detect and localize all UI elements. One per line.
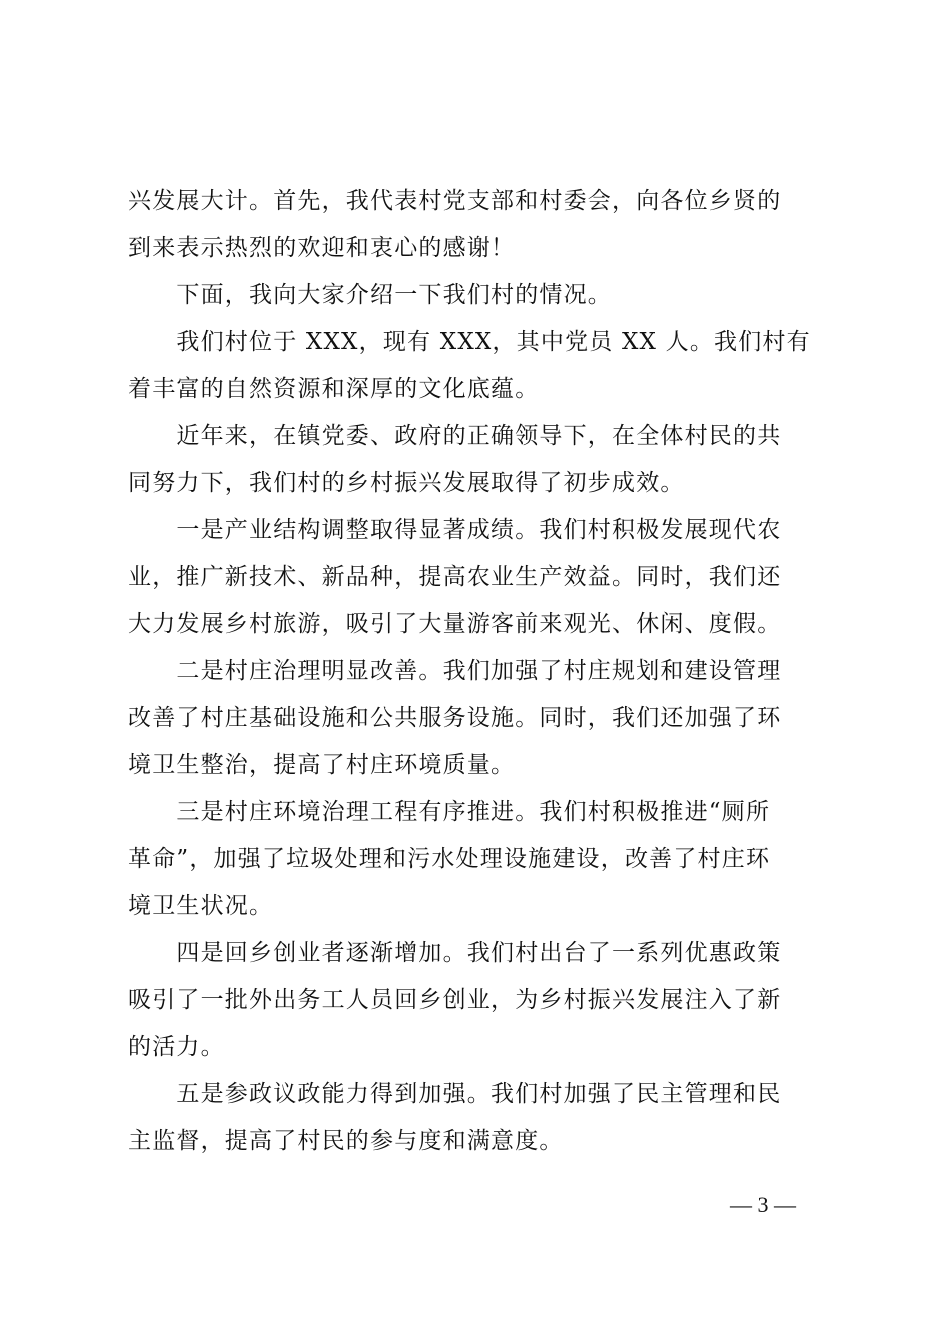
text-line: 境卫生整治，提高了村庄环境质量。 xyxy=(128,752,516,778)
text-line: 着丰富的自然资源和深厚的文化底蕴。 xyxy=(128,376,540,402)
text-line: 二是村庄治理明显改善。我们加强了村庄规划和建设管理 xyxy=(128,658,782,684)
text-line: 改善了村庄基础设施和公共服务设施。同时，我们还加强了环 xyxy=(128,705,782,731)
text-line: 境卫生状况。 xyxy=(128,893,274,919)
text-line: 到来表示热烈的欢迎和衷心的感谢！ xyxy=(128,235,516,261)
text-line: 大力发展乡村旅游，吸引了大量游客前来观光、休闲、度假。 xyxy=(128,611,782,637)
text-line: 吸引了一批外出务工人员回乡创业，为乡村振兴发展注入了新 xyxy=(128,987,782,1013)
text-line: 下面，我向大家介绍一下我们村的情况。 xyxy=(128,282,612,308)
text-line: 一是产业结构调整取得显著成绩。我们村积极发展现代农 xyxy=(128,517,782,543)
text-line: 四是回乡创业者逐渐增加。我们村出台了一系列优惠政策 xyxy=(128,940,782,966)
page-number: — 3 — xyxy=(730,1192,796,1217)
text-line: 主监督，提高了村民的参与度和满意度。 xyxy=(128,1128,564,1154)
text-line: 近年来，在镇党委、政府的正确领导下，在全体村民的共 xyxy=(128,423,782,449)
text-line: 业，推广新技术、新品种，提高农业生产效益。同时，我们还 xyxy=(128,564,782,590)
text-line: 的活力。 xyxy=(128,1034,225,1060)
text-line: 我们村位于 XXX，现有 XXX，其中党员 XX 人。我们村有 xyxy=(128,329,811,355)
text-line: 同努力下，我们村的乡村振兴发展取得了初步成效。 xyxy=(128,470,685,496)
text-line: 革命”，加强了垃圾处理和污水处理设施建设，改善了村庄环 xyxy=(128,846,771,872)
text-line: 兴发展大计。首先，我代表村党支部和村委会，向各位乡贤的 xyxy=(128,188,782,214)
text-line: 三是村庄环境治理工程有序推进。我们村积极推进“厕所 xyxy=(128,799,771,825)
text-line: 五是参政议政能力得到加强。我们村加强了民主管理和民 xyxy=(128,1081,782,1107)
body-text xyxy=(128,178,832,1165)
